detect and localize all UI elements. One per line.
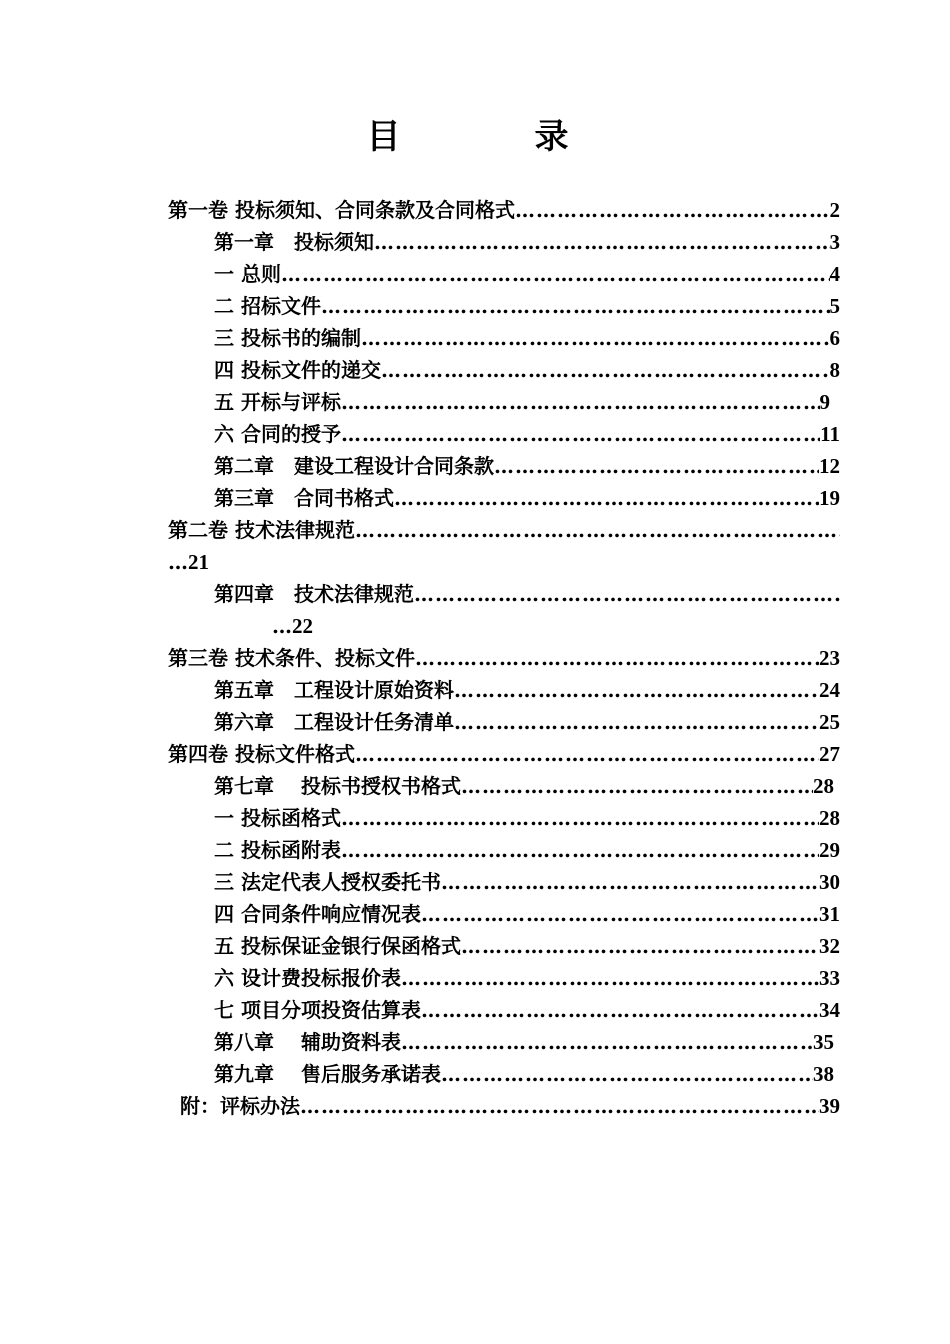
toc-entry-t2[interactable] bbox=[214, 834, 840, 866]
toc-page-number: 35 bbox=[813, 1030, 834, 1054]
toc-leader-dots bbox=[341, 418, 820, 450]
toc-leader-dots bbox=[401, 962, 819, 994]
toc-label: 第九章 售后服务承诺表 bbox=[214, 1062, 441, 1086]
toc-label: 第二卷 技术法律规范 bbox=[168, 518, 355, 542]
toc-label: 二 投标函附表 bbox=[214, 838, 341, 862]
toc-entry-ch2[interactable] bbox=[214, 450, 840, 482]
toc-entry-t3[interactable] bbox=[214, 866, 840, 898]
toc-label: 第二章 建设工程设计合同条款 bbox=[214, 454, 494, 478]
toc-page-number: 5 bbox=[829, 294, 840, 318]
toc-leader-dots bbox=[341, 802, 819, 834]
toc-entry-vol3[interactable] bbox=[168, 642, 840, 674]
toc-label: 四 合同条件响应情况表 bbox=[214, 902, 421, 926]
toc-page-number: 31 bbox=[819, 902, 840, 926]
toc-entry-s2[interactable] bbox=[214, 290, 840, 322]
toc-leader-dots bbox=[515, 194, 830, 226]
toc-page-number: 22 bbox=[292, 614, 313, 638]
toc-leader-dots bbox=[321, 290, 830, 322]
toc-page-number: 19 bbox=[819, 486, 840, 510]
toc-page-number: 2 bbox=[829, 198, 840, 222]
toc-page-number: 39 bbox=[819, 1094, 840, 1118]
toc-entry-t5[interactable] bbox=[214, 930, 840, 962]
toc-leader-dots bbox=[414, 578, 840, 610]
toc-leader-dots: … bbox=[272, 614, 292, 638]
toc-page-number: 11 bbox=[820, 422, 840, 446]
toc-entry-s1[interactable] bbox=[214, 258, 840, 290]
toc-page-number: 25 bbox=[819, 710, 840, 734]
page-title: 目 录 bbox=[366, 117, 619, 157]
toc-leader-dots bbox=[341, 834, 819, 866]
toc-page-number: 30 bbox=[819, 870, 840, 894]
toc-page-number: 32 bbox=[819, 934, 840, 958]
toc-page-number: 38 bbox=[813, 1062, 834, 1086]
toc-label: 第七章 投标书授权书格式 bbox=[214, 774, 461, 798]
toc-entry-vol1[interactable] bbox=[168, 194, 840, 226]
toc-leader-dots bbox=[381, 354, 830, 386]
toc-page-number: 21 bbox=[188, 550, 209, 574]
toc-page-number: 12 bbox=[819, 454, 840, 478]
toc-leader-dots bbox=[361, 322, 830, 354]
toc-leader-dots bbox=[441, 1058, 813, 1090]
toc-label: 第一卷 投标须知、合同条款及合同格式 bbox=[168, 198, 515, 222]
toc-entry-ch8[interactable] bbox=[214, 1026, 834, 1058]
toc-leader-dots bbox=[454, 706, 819, 738]
toc-label: 三 法定代表人授权委托书 bbox=[214, 870, 441, 894]
toc-entry-ch4[interactable] bbox=[214, 578, 840, 610]
toc-label: 第五章 工程设计原始资料 bbox=[214, 678, 454, 702]
toc-label: 五 开标与评标 bbox=[214, 390, 341, 414]
toc-entry-s4[interactable] bbox=[214, 354, 840, 386]
toc-label: 四 投标文件的递交 bbox=[214, 358, 381, 382]
toc-entry-ch7[interactable] bbox=[214, 770, 834, 802]
toc-label: 一 总则 bbox=[214, 262, 281, 286]
toc-label: 一 投标函格式 bbox=[214, 806, 341, 830]
toc-page-number: 24 bbox=[819, 678, 840, 702]
toc-page-number: 23 bbox=[819, 646, 840, 670]
toc-page-number: 27 bbox=[819, 742, 840, 766]
toc-leader-dots bbox=[281, 258, 830, 290]
toc-label: 第六章 工程设计任务清单 bbox=[214, 710, 454, 734]
toc-page-number: 28 bbox=[813, 774, 834, 798]
toc-leader-dots bbox=[394, 482, 819, 514]
toc-entry-t6[interactable] bbox=[214, 962, 840, 994]
toc-leader-dots bbox=[421, 898, 819, 930]
toc-label: 第四卷 投标文件格式 bbox=[168, 742, 355, 766]
toc-label: 六 设计费投标报价表 bbox=[214, 966, 401, 990]
toc-leader-dots bbox=[341, 386, 820, 418]
toc-page-number: 3 bbox=[829, 230, 840, 254]
toc-leader-dots bbox=[355, 514, 840, 546]
toc-label: 附：评标办法 bbox=[180, 1094, 300, 1118]
toc-entry-ch9[interactable] bbox=[214, 1058, 834, 1090]
toc-leader-dots bbox=[374, 226, 830, 258]
toc-entry-vol2-continuation[interactable] bbox=[168, 546, 209, 578]
toc-label: 第四章 技术法律规范 bbox=[214, 582, 414, 606]
toc-leader-dots bbox=[421, 994, 819, 1026]
toc-leader-dots bbox=[461, 770, 813, 802]
toc-entry-ch4-continuation[interactable] bbox=[272, 610, 313, 642]
toc-label: 六 合同的授予 bbox=[214, 422, 341, 446]
toc-label: 第三卷 技术条件、投标文件 bbox=[168, 646, 415, 670]
toc-label: 三 投标书的编制 bbox=[214, 326, 361, 350]
toc-entry-t1[interactable] bbox=[214, 802, 840, 834]
toc-page-number: 9 bbox=[819, 390, 830, 414]
toc-page-number: 8 bbox=[829, 358, 840, 382]
toc-leader-dots bbox=[401, 1026, 813, 1058]
toc-entry-s5[interactable] bbox=[214, 386, 830, 418]
toc-entry-ch5[interactable] bbox=[214, 674, 840, 706]
toc-label: 第八章 辅助资料表 bbox=[214, 1030, 401, 1054]
toc-label: 五 投标保证金银行保函格式 bbox=[214, 934, 461, 958]
toc-leader-dots bbox=[355, 738, 819, 770]
toc-label: 第三章 合同书格式 bbox=[214, 486, 394, 510]
toc-entry-appendix[interactable] bbox=[180, 1090, 840, 1122]
toc-page-number: 4 bbox=[829, 262, 840, 286]
toc-entry-ch6[interactable] bbox=[214, 706, 840, 738]
toc-leader-dots bbox=[300, 1090, 819, 1122]
toc-entry-t7[interactable] bbox=[214, 994, 840, 1026]
toc-page-number: 28 bbox=[819, 806, 840, 830]
toc-page-number: 33 bbox=[819, 966, 840, 990]
toc-leader-dots bbox=[454, 674, 819, 706]
toc-page-number: 6 bbox=[829, 326, 840, 350]
toc-leader-dots bbox=[415, 642, 819, 674]
toc-entry-vol4[interactable] bbox=[168, 738, 840, 770]
toc-leader-dots bbox=[461, 930, 819, 962]
toc-leader-dots bbox=[441, 866, 819, 898]
toc-label: 七 项目分项投资估算表 bbox=[214, 998, 421, 1022]
toc-page-number: 34 bbox=[819, 998, 840, 1022]
toc-label: 二 招标文件 bbox=[214, 294, 321, 318]
toc-page-number: 29 bbox=[819, 838, 840, 862]
toc-entry-s3[interactable] bbox=[214, 322, 840, 354]
toc-entry-ch1[interactable] bbox=[214, 226, 840, 258]
toc-entry-vol2[interactable] bbox=[168, 514, 840, 546]
toc-entry-s6[interactable] bbox=[214, 418, 840, 450]
toc-leader-dots bbox=[494, 450, 819, 482]
toc-entry-t4[interactable] bbox=[214, 898, 840, 930]
toc-entry-ch3[interactable] bbox=[214, 482, 840, 514]
toc-label: 第一章 投标须知 bbox=[214, 230, 374, 254]
toc-leader-dots: … bbox=[168, 550, 188, 574]
